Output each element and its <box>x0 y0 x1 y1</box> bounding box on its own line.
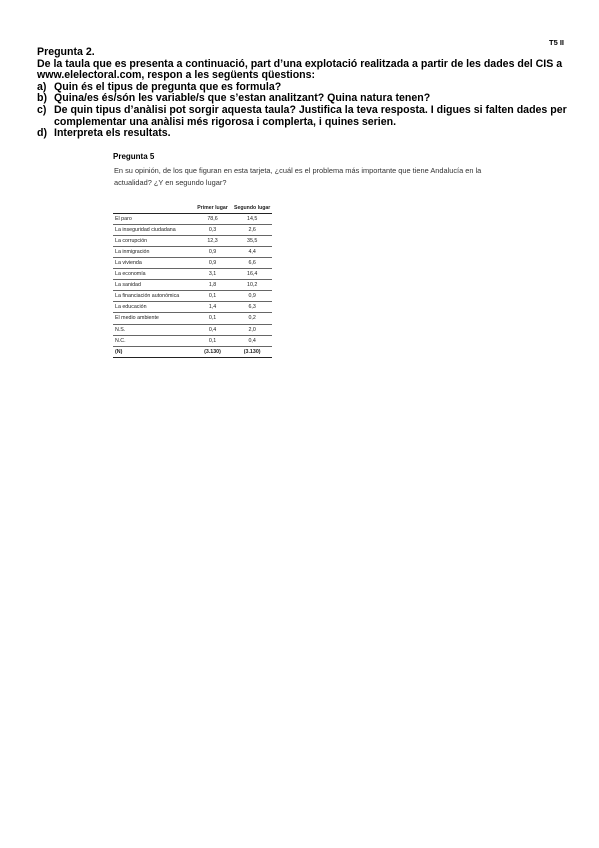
row-label: La financiación autonómica <box>113 291 193 302</box>
question-item <box>37 128 567 140</box>
table-cell: (3.130) <box>232 346 272 357</box>
table-row <box>113 214 272 225</box>
row-label: El medio ambiente <box>113 313 193 324</box>
row-label: N.C. <box>113 335 193 346</box>
table-cell: 10,2 <box>232 280 272 291</box>
question-text: Interpreta els resultats. <box>54 127 171 140</box>
question-text: De quin tipus d’anàlisi pot sorgir aquesta taula? Justifica la teva resposta. I digues si falten dades per complementar una anàlisi més rigorosa i complerta, i quines serien. <box>54 103 567 128</box>
exercise-title: Pregunta 2. <box>37 46 95 58</box>
question-list <box>37 82 567 140</box>
table-row <box>113 258 272 269</box>
table-row <box>113 335 272 346</box>
table-cell: 0,4 <box>193 324 232 335</box>
table-body <box>113 214 272 358</box>
table-cell: 6,3 <box>232 302 272 313</box>
exercise-block <box>37 47 567 140</box>
row-label: La inseguridad ciudadana <box>113 225 193 236</box>
column-header <box>113 203 193 214</box>
question-text: Quina/es és/són les variable/s que s’estan analitzant? Quina natura tenen? <box>54 92 431 105</box>
table-header-row <box>113 203 272 214</box>
table-cell: (3.130) <box>193 346 232 357</box>
row-label: La sanidad <box>113 280 193 291</box>
table-cell: 0,4 <box>232 335 272 346</box>
question-text: Quin és el tipus de pregunta que es formula? <box>54 80 282 93</box>
embedded-title: Pregunta 5 <box>113 152 155 161</box>
table-cell: 12,3 <box>193 236 232 247</box>
exercise-intro: De la taula que es presenta a continuació, part d’una explotació realitzada a partir de les dades del CIS a www.elelectoral.com, respon a les següents qüestions: <box>37 57 563 82</box>
table-cell: 0,9 <box>193 258 232 269</box>
table-cell: 1,8 <box>193 280 232 291</box>
table-cell: 1,4 <box>193 302 232 313</box>
table-row <box>113 324 272 335</box>
table-cell: 2,6 <box>232 225 272 236</box>
question-marker: a) <box>37 80 47 93</box>
question-marker: c) <box>37 103 47 116</box>
row-label: La vivienda <box>113 258 193 269</box>
table-cell: 0,9 <box>193 247 232 258</box>
table-cell: 14,5 <box>232 214 272 225</box>
column-header: Primer lugar <box>193 203 232 214</box>
column-header: Segundo lugar <box>232 203 272 214</box>
table-cell: 78,6 <box>193 214 232 225</box>
row-label: N.S. <box>113 324 193 335</box>
question-marker: b) <box>37 92 47 105</box>
table-cell: 0,2 <box>232 313 272 324</box>
table-row <box>113 291 272 302</box>
table-cell: 0,1 <box>193 291 232 302</box>
table-cell: 6,6 <box>232 258 272 269</box>
table-cell: 4,4 <box>232 247 272 258</box>
row-label: La corrupción <box>113 236 193 247</box>
row-label: La economía <box>113 269 193 280</box>
table-row <box>113 313 272 324</box>
page-code: T5 II <box>548 38 564 47</box>
table-cell: 3,1 <box>193 269 232 280</box>
table-row <box>113 302 272 313</box>
results-table <box>113 203 272 358</box>
question-marker: d) <box>37 127 47 140</box>
table-row <box>113 280 272 291</box>
table-total-row <box>113 346 272 357</box>
table-row <box>113 269 272 280</box>
embedded-question <box>113 152 513 188</box>
table-row <box>113 236 272 247</box>
row-label: (N) <box>113 346 193 357</box>
table-cell: 16,4 <box>232 269 272 280</box>
table-row <box>113 225 272 236</box>
table-cell: 2,0 <box>232 324 272 335</box>
table-cell: 35,5 <box>232 236 272 247</box>
row-label: El paro <box>113 214 193 225</box>
table-cell: 0,9 <box>232 291 272 302</box>
table-cell: 0,1 <box>193 335 232 346</box>
table-cell: 0,3 <box>193 225 232 236</box>
table-cell: 0,1 <box>193 313 232 324</box>
embedded-question-text: En su opinión, de los que figuran en esta tarjeta, ¿cuál es el problema más importante que tiene Andalucía en la actualidad? ¿Y en segundo lugar? <box>114 166 482 187</box>
row-label: La educación <box>113 302 193 313</box>
table-row <box>113 247 272 258</box>
row-label: La inmigración <box>113 247 193 258</box>
question-item <box>37 105 567 128</box>
